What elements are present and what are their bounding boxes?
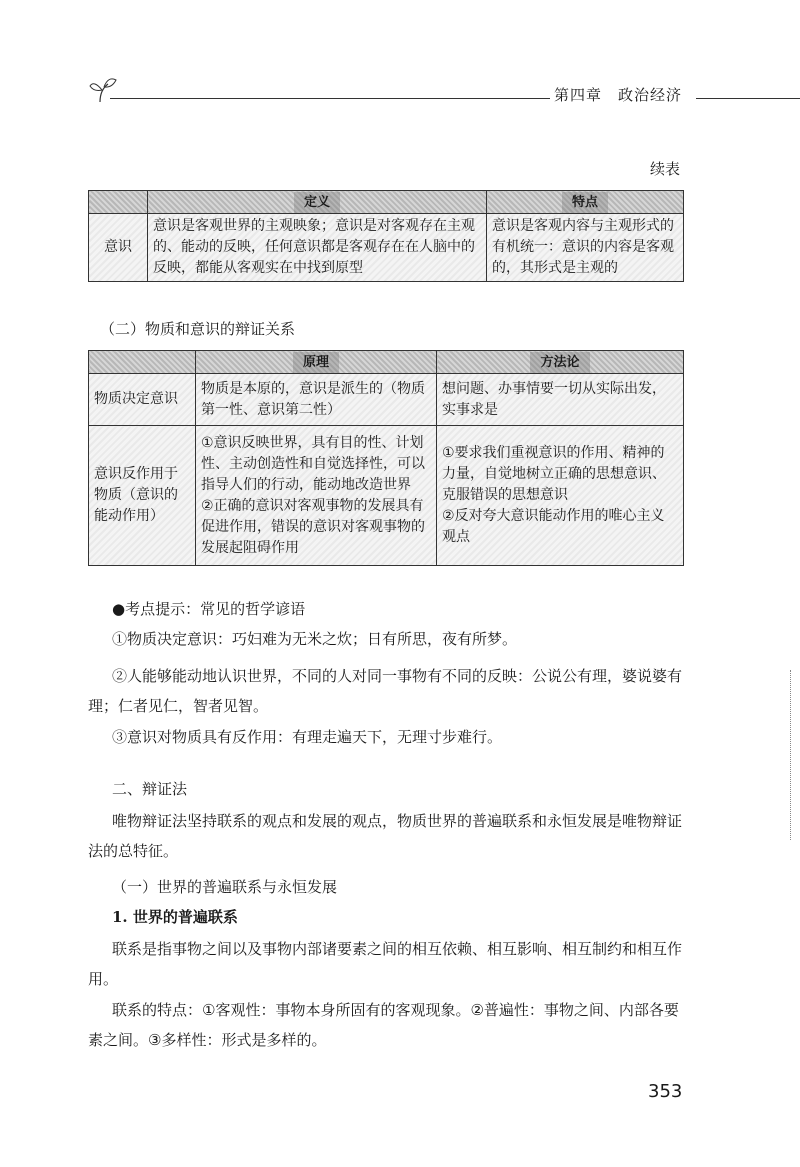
table2-row1-principle: 物质是本原的，意识是派生的（物质第一性、意识第二性）: [196, 374, 437, 426]
table2-row2-principle: [196, 426, 437, 566]
page-header: [88, 76, 800, 116]
header-rule-right: [696, 98, 800, 99]
section2-para1: 联系是指事物之间以及事物内部诸要素之间的相互依赖、相互影响、相互制约和相互作用。: [88, 940, 683, 988]
chapter-title: 第四章 政治经济: [554, 86, 683, 104]
table2-header-principle: 原理: [196, 351, 437, 374]
table2-row2-label: 意识反作用于物质（意识的能动作用）: [89, 426, 196, 566]
section2-para2: 联系的特点：①客观性：事物本身所固有的客观现象。②普遍性：事物之间、内部各要素之间。③多样性：形式是多样的。: [88, 1001, 679, 1049]
table1-header-definition: 定义: [148, 191, 487, 214]
consciousness-table: [88, 190, 684, 282]
table2-header-empty: [89, 351, 196, 374]
section-heading-b: （二）物质和意识的辩证关系: [100, 320, 296, 338]
table2-row2-principle-1: ①意识反映世界，具有目的性、计划性、主动创造性和自觉选择性，可以指导人们的行动，能动地改造世界: [201, 434, 425, 493]
table2-row2-method-2: ②反对夸大意识能动作用的唯心主义观点: [442, 508, 665, 545]
continued-label: 续表: [650, 160, 681, 178]
tip-item-2: ②人能够能动地认识世界，不同的人对同一事物有不同的反映：公说公有理，婆说婆有理；仁者见仁，智者见智。: [88, 667, 683, 715]
header-rule-left: [110, 98, 550, 99]
table1-feature-cell: 意识是客观内容与主观形式的有机统一：意识的内容是客观的，其形式是主观的: [487, 214, 684, 282]
table2-row2-method-1: ①要求我们重视意识的作用、精神的力量，自觉地树立正确的思想意识、克服错误的思想意识: [442, 445, 666, 503]
section2-title: 二、辩证法: [112, 780, 188, 798]
sprout-icon: [88, 76, 118, 106]
table1-row-label: 意识: [89, 214, 148, 282]
page-edge-mark: [790, 670, 791, 840]
tip-item-1: ①物质决定意识：巧妇难为无米之炊；日有所思，夜有所梦。: [112, 630, 518, 648]
tip-title: ●考点提示：常见的哲学谚语: [112, 600, 306, 618]
table2-header-method: 方法论: [437, 351, 684, 374]
table1-definition-cell: 意识是客观世界的主观映象；意识是对客观存在主观的、能动的反映，任何意识都是客观存在在人脑中的反映，都能从客观实在中找到原型: [148, 214, 487, 282]
table2-row2-method: [437, 426, 684, 566]
section2-sub1: （一）世界的普遍联系与永恒发展: [112, 878, 338, 896]
section2-sub1-1: 1. 世界的普遍联系: [112, 908, 238, 926]
tip-item-3: ③意识对物质具有反作用：有理走遍天下，无理寸步难行。: [112, 728, 503, 746]
page-number: 353: [648, 1081, 683, 1102]
table1-header-empty: [89, 191, 148, 214]
matter-consciousness-table: [88, 350, 684, 566]
table2-row2-principle-2: ②正确的意识对客观事物的发展具有促进作用，错误的意识对客观事物的发展起阻碍作用: [201, 497, 425, 556]
table1-header-feature: 特点: [487, 191, 684, 214]
section2-intro: 唯物辩证法坚持联系的观点和发展的观点，物质世界的普遍联系和永恒发展是唯物辩证法的总特征。: [88, 812, 683, 860]
table2-row1-method: 想问题、办事情要一切从实际出发，实事求是: [437, 374, 684, 426]
table2-row1-label: 物质决定意识: [89, 374, 196, 426]
